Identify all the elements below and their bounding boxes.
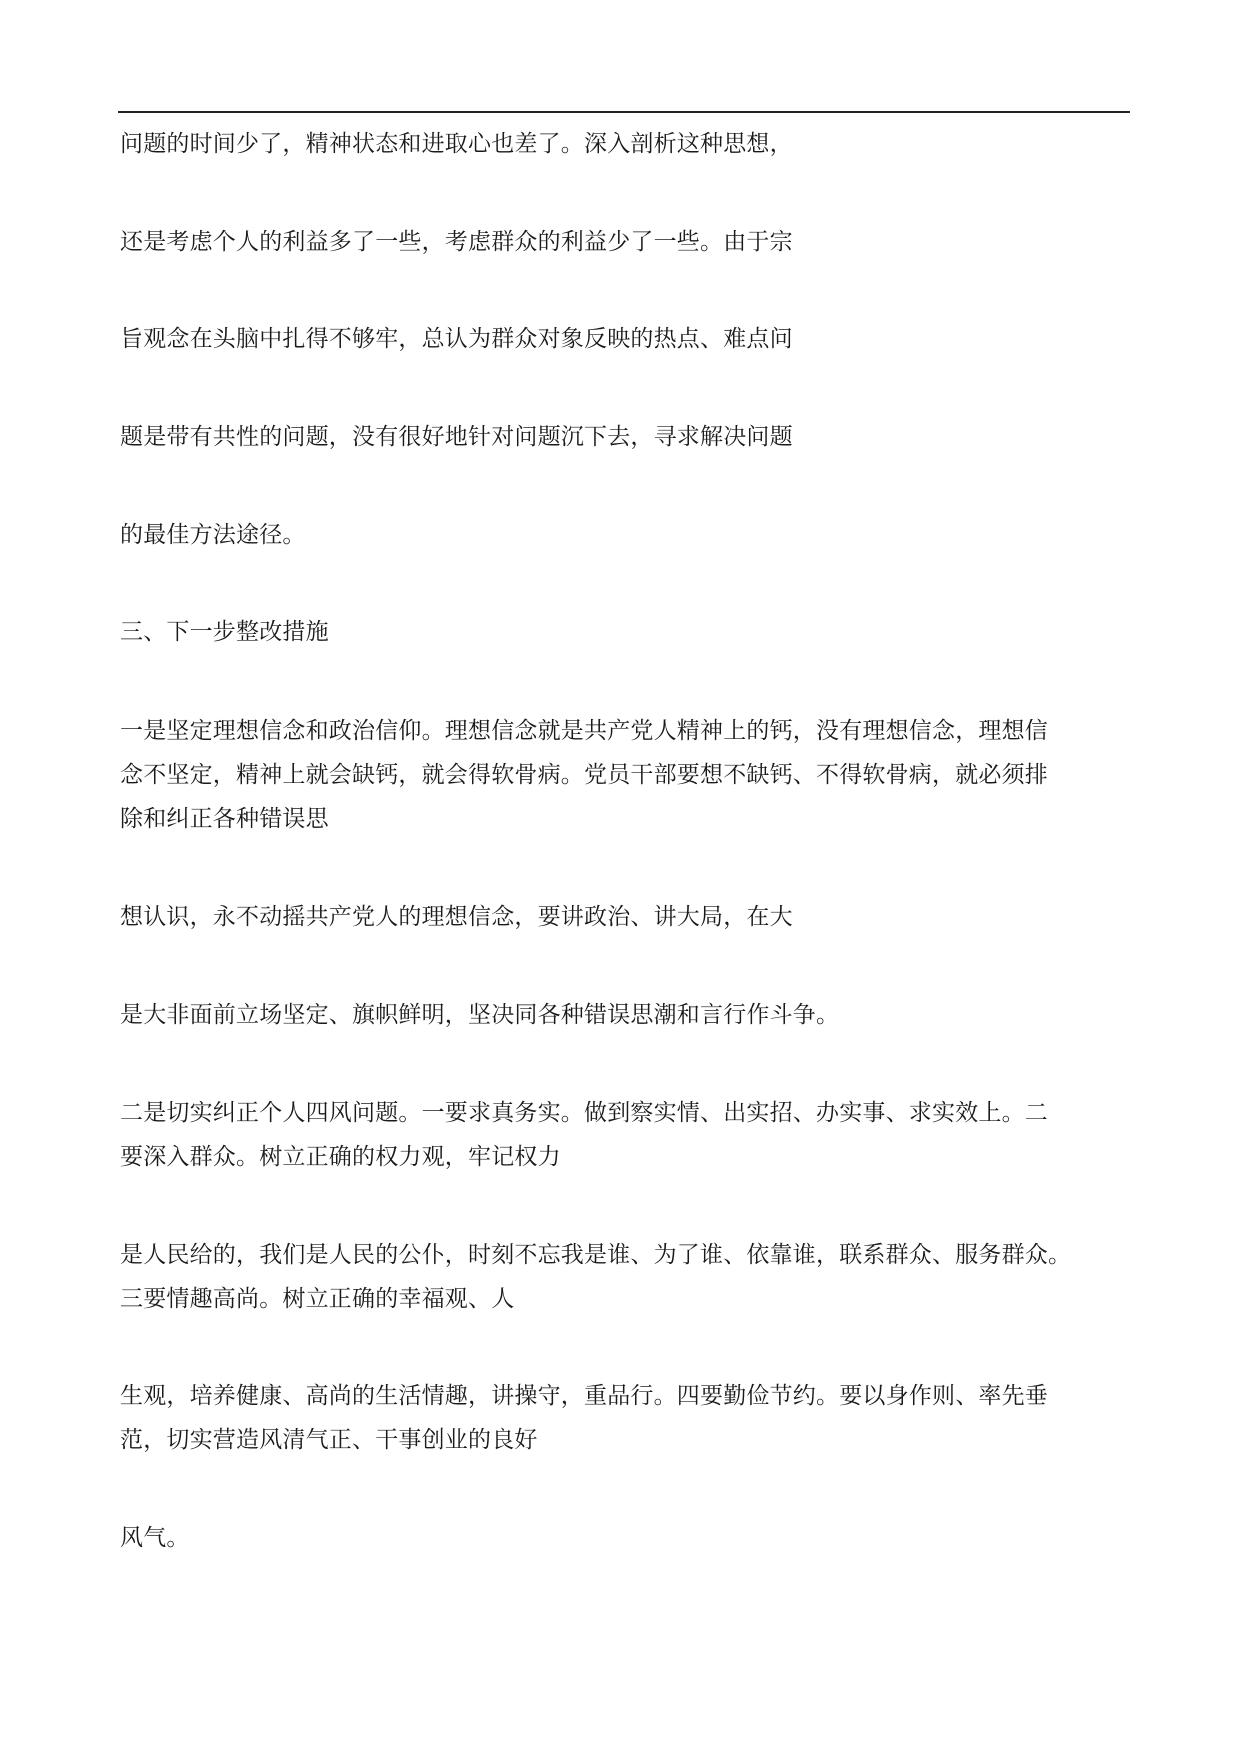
paragraph-line: 除和纠正各种错误思 bbox=[120, 806, 329, 832]
paragraph-line: 想认识，永不动摇共产党人的理想信念，要讲政治、讲大局，在大 bbox=[120, 904, 793, 930]
paragraph-line: 旨观念在头脑中扎得不够牢，总认为群众对象反映的热点、难点问 bbox=[120, 326, 793, 352]
paragraph-line: 念不坚定，精神上就会缺钙，就会得软骨病。党员干部要想不缺钙、不得软骨病，就必须排 bbox=[120, 762, 1048, 788]
paragraph-line: 范，切实营造风清气正、干事创业的良好 bbox=[120, 1427, 538, 1453]
paragraph-line: 还是考虑个人的利益多了一些，考虑群众的利益少了一些。由于宗 bbox=[120, 229, 793, 255]
paragraph-line: 是大非面前立场坚定、旗帜鲜明，坚决同各种错误思潮和言行作斗争。 bbox=[120, 1002, 840, 1028]
paragraph-line: 的最佳方法途径。 bbox=[120, 522, 306, 548]
paragraph-line: 二是切实纠正个人四风问题。一要求真务实。做到察实情、出实招、办实事、求实效上。二 bbox=[120, 1100, 1048, 1126]
section-heading: 三、下一步整改措施 bbox=[120, 619, 329, 645]
paragraph-line: 是人民给的，我们是人民的公仆，时刻不忘我是谁、为了谁、依靠谁，联系群众、服务群众。 bbox=[120, 1242, 1072, 1268]
paragraph-line: 要深入群众。树立正确的权力观，牢记权力 bbox=[120, 1144, 561, 1170]
header-rule bbox=[118, 111, 1130, 113]
paragraph-line: 风气。 bbox=[120, 1525, 190, 1551]
paragraph-line: 题是带有共性的问题，没有很好地针对问题沉下去，寻求解决问题 bbox=[120, 424, 793, 450]
paragraph-line: 生观，培养健康、高尚的生活情趣，讲操守，重品行。四要勤俭节约。要以身作则、率先垂 bbox=[120, 1383, 1048, 1409]
paragraph-line: 一是坚定理想信念和政治信仰。理想信念就是共产党人精神上的钙，没有理想信念，理想信 bbox=[120, 718, 1048, 744]
paragraph-line: 三要情趣高尚。树立正确的幸福观、人 bbox=[120, 1286, 515, 1312]
paragraph-line: 问题的时间少了，精神状态和进取心也差了。深入剖析这种思想， bbox=[120, 131, 793, 157]
